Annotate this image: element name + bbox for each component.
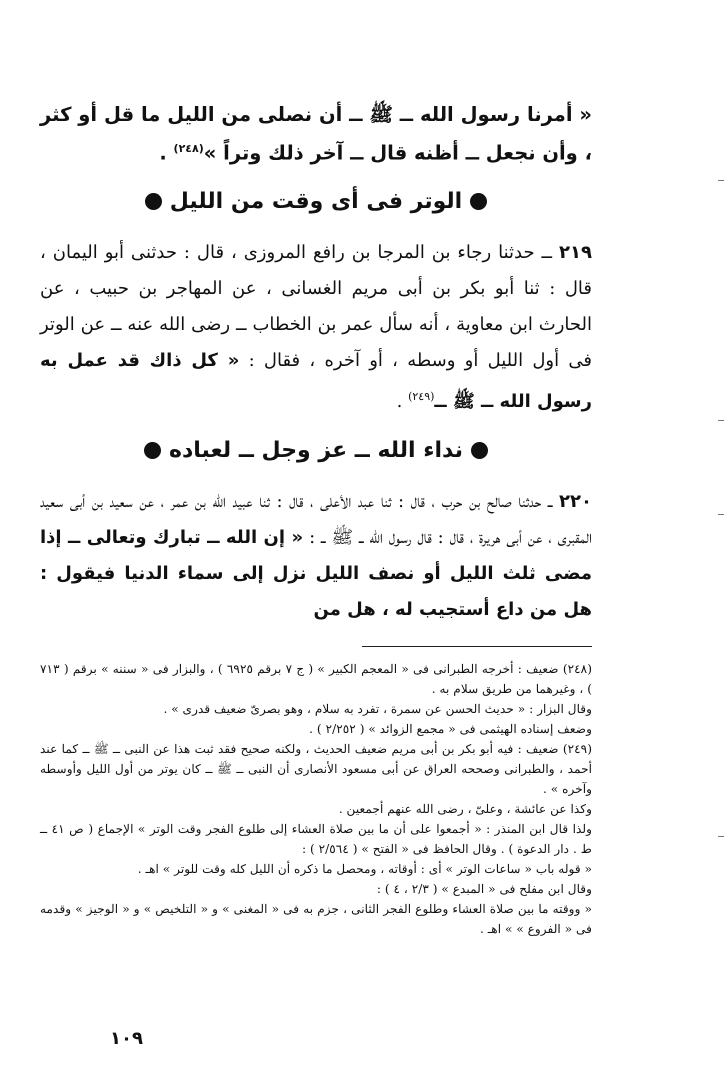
footnote-line: وقال البزار : « حديث الحسن عن سمرة ، تفرد به سلام ، وهو بصرىّ ضعيف قدرى » . <box>163 701 592 716</box>
hadith-number: ٢١٩ <box>559 241 592 263</box>
bullet-icon <box>470 193 487 210</box>
footnote-line: (٢٤٨) ضعيف : أخرجه الطبرانى فى « المعجم الكبير » ( ج ٧ برقم ٦٩٢٥ ) ، والبزار فى « سننه » برقم ( ٧١٣ ) ، وغيرهما من طريق سلام به . <box>40 661 592 696</box>
section-heading-text: الوتر فى أى وقت من الليل <box>169 188 463 214</box>
scan-edge-mark <box>718 420 724 421</box>
hadith-text: ــ حدثنا صالح بن حرب ، قال : ثنا عبد الأعلى ، قال : ثنا عبيد الله بن عمر ، عن سعيد بن أبى سعيد المقبرى ، عن أبى هريرة ، قال : قال رسول الله ــ ﷺ ــ : <box>40 490 592 548</box>
hadith-quote: « كل ذاك قد عمل به رسول الله ــ ﷺ ــ <box>40 349 592 412</box>
section-heading-divine-call <box>40 434 592 468</box>
footnote-ref-248: (٢٤٨) <box>173 142 204 155</box>
scan-edge-mark <box>718 514 724 515</box>
footnote-line: وكذا عن عائشة ، وعلىّ ، رضى الله عنهم أجمعين . <box>338 801 592 816</box>
hadith-quote: « إن الله ــ تبارك وتعالى ــ إذا مضى ثلث الليل أو نصف الليل نزل إلى سماء الدنيا فيقول : هل من داع أستجيب له ، هل من <box>40 526 592 620</box>
section-heading-witr-time <box>40 185 592 219</box>
hadith-number: ٢٢٠ <box>559 490 592 512</box>
intro-paragraph: « أمرنا رسول الله ــ ﷺ ــ أن نصلى من الليل ما قل أو كثر ، وأن نجعل ــ أظنه قال ــ آخر ذلك وتراً »$^{(٢٤٨)}$ . <box>40 103 592 165</box>
hadith-text: ــ حدثنا رجاء بن المرجا بن رافع المروزى ، قال : حدثنى أبو اليمان ، قال : ثنا أبو بكر بن أبى مريم الغسانى ، عن المهاجر بن حبيب ، عن الحارث ابن معاوية ، أنه سأل عمر بن الخطاب ــ رضى الله عنه ــ عن الوتر فى أول الليل أو وسطه ، أو آخره ، فقال : <box>40 241 592 371</box>
footnote-ref-249: (٢٤٩) <box>408 389 435 403</box>
footnote-line: (٢٤٩) ضعيف : فيه أبو بكر بن أبى مريم ضعيف الحديث ، ولكنه صحيح فقد ثبت هذا عن النبى ــ ﷺ ــ كما عند أحمد ، والطبرانى وصححه العراق عن أبى مسعود الأنصارى أن النبى ــ ﷺ ــ كان يوتر من أول الليل وأوسطه وآخره » . <box>40 741 592 796</box>
footnote-line: « ووقته ما بين صلاة العشاء وطلوع الفجر الثانى ، جزم به فى « المغنى » و « التلخيص » و « الوجيز » وقدمه فى « الفروع » » اهـ . <box>40 901 592 936</box>
page-body <box>40 98 592 939</box>
bullet-icon <box>144 442 161 459</box>
footnotes <box>40 659 592 939</box>
hadith-219: ٢١٩ ــ حدثنا رجاء بن المرجا بن رافع المروزى ، قال : حدثنى أبو اليمان ، قال : ثنا أبو بكر بن أبى مريم الغسانى ، عن المهاجر بن حبيب ، عن الحارث ابن معاوية ، أنه سأل عمر بن الخطاب ــ رضى الله عنه ــ عن الوتر فى أول الليل أو وسطه ، أو آخره ، فقال : « كل ذاك قد عمل به رسول الله ــ ﷺ ــ$^{(٢٤٩)}$ . <box>40 241 592 412</box>
bullet-icon <box>471 442 488 459</box>
scan-edge-mark <box>718 836 724 837</box>
footnote-line: وضعف إسناده الهيثمى فى « مجمع الزوائد » ( ٢/٢٥٢ ) . <box>309 721 592 736</box>
footnote-line: وقال ابن مفلح فى « المبدع » ( ٢/٣ ، ٤ ) : <box>376 881 592 896</box>
hadith-220 <box>40 484 592 628</box>
page-number: ١٠٩ <box>110 1028 143 1049</box>
footnote-divider <box>362 646 592 647</box>
intro-text: « أمرنا رسول الله ــ ﷺ ــ أن نصلى من الليل ما قل أو كثر ، وأن نجعل ــ أظنه قال ــ آخر ذلك وتراً » <box>40 103 592 165</box>
scan-edge-mark <box>718 180 724 181</box>
footnote-line: ولذا قال ابن المنذر : « أجمعوا على أن ما بين صلاة العشاء إلى طلوع الفجر وقت الوتر » الإجماع ( ص ٤١ ــ ط . دار الدعوة ) . وقال الحافظ فى « الفتح » ( ٢/٥٦٤ ) : <box>40 821 593 856</box>
bullet-icon <box>145 193 162 210</box>
section-heading-text: نداء الله ــ عز وجل ــ لعباده <box>169 437 463 463</box>
footnote-line: « قوله باب « ساعات الوتر » أى : أوقاته ، ومحصل ما ذكره أن الليل كله وقت للوتر » اهـ . <box>137 861 592 876</box>
